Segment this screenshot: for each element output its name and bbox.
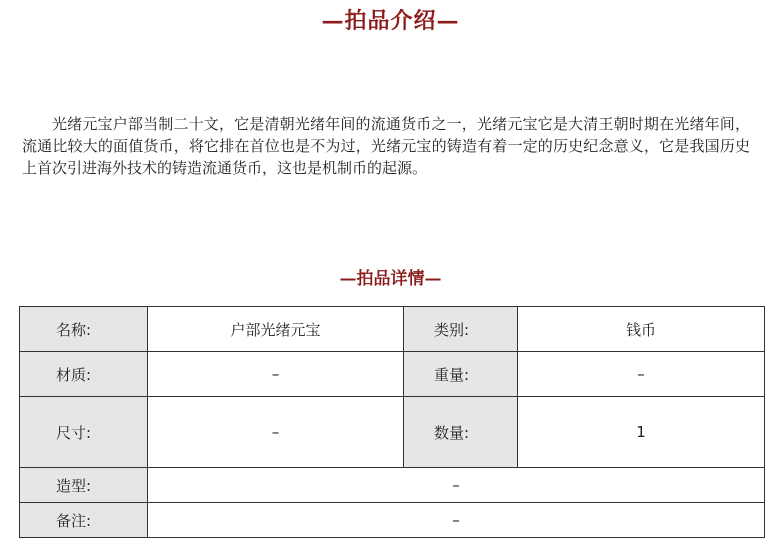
details-table: [19, 306, 765, 538]
shape-label: 造型:: [20, 468, 148, 503]
name-value: 户部光绪元宝: [148, 307, 404, 352]
table-row: [20, 397, 765, 468]
notes-value: –: [148, 503, 765, 538]
notes-label: 备注:: [20, 503, 148, 538]
material-label: 材质:: [20, 352, 148, 397]
shape-value: –: [148, 468, 765, 503]
category-value: 钱币: [518, 307, 765, 352]
size-value: –: [148, 397, 404, 468]
intro-paragraph: 光绪元宝户部当制二十文，它是清朝光绪年间的流通货币之一，光绪元宝它是大清王朝时期在光绪年间，流通比较大的面值货币，将它排在首位也是不为过，光绪元宝的铸造有着一定的历史纪念意义，它是我国历史上首次引进海外技术的铸造流通货币，这也是机制币的起源。: [22, 115, 750, 177]
section-title-details: —拍品详情—: [339, 269, 442, 289]
name-label: 名称:: [20, 307, 148, 352]
table-row: [20, 352, 765, 397]
table-row: [20, 468, 765, 503]
weight-value: –: [518, 352, 765, 397]
size-label: 尺寸:: [20, 397, 148, 468]
table-row: [20, 307, 765, 352]
category-label: 类别:: [404, 307, 518, 352]
table-row: [20, 503, 765, 538]
weight-label: 重量:: [404, 352, 518, 397]
quantity-value: 1: [518, 397, 765, 468]
section-title-intro: —拍品介绍—: [321, 8, 460, 34]
material-value: –: [148, 352, 404, 397]
quantity-label: 数量:: [404, 397, 518, 468]
